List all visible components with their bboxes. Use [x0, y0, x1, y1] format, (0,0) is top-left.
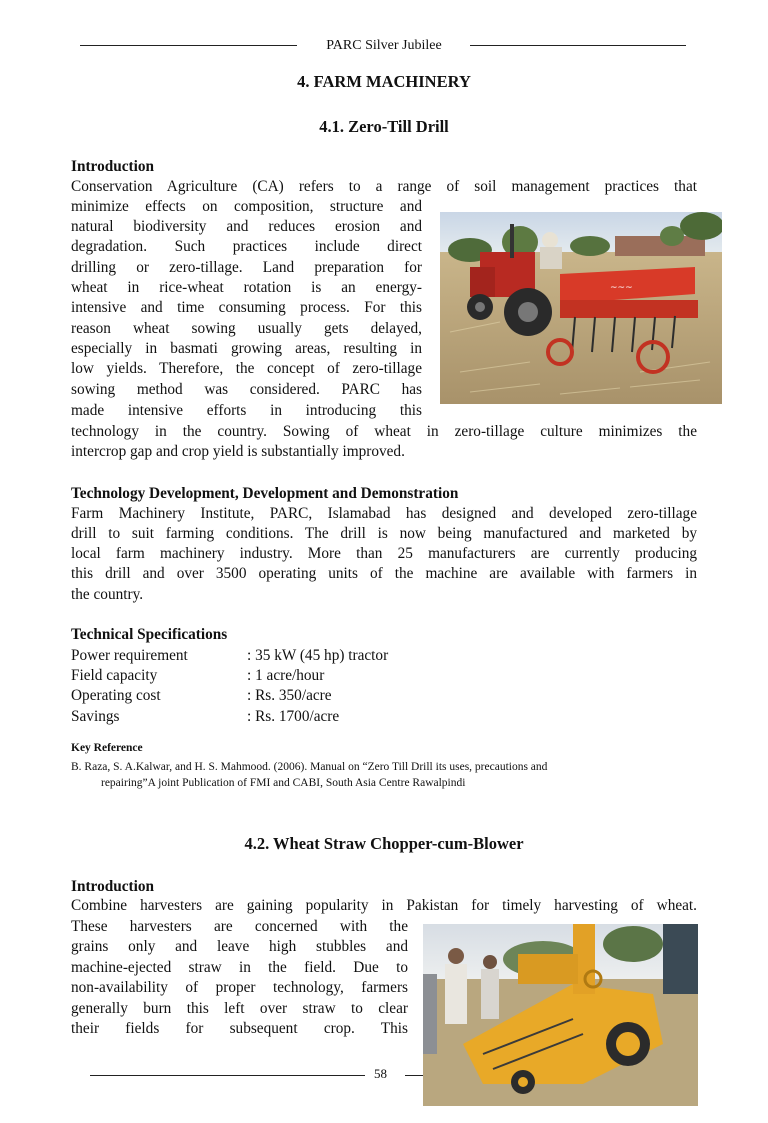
text-line: drill to suit farming conditions. The drill is now being manufactured and marketed by: [71, 525, 697, 542]
text-line: degradation. Such practices include direct: [71, 238, 422, 255]
chapter-title: 4. FARM MACHINERY: [297, 72, 471, 91]
text-line: drilling or zero-tillage. Land preparation for: [71, 259, 422, 276]
text-line: wheat in rice-wheat rotation is an energy-: [71, 279, 422, 296]
header-rule-right: [470, 45, 686, 46]
text-line: natural biodiversity and reduces erosion and: [71, 218, 422, 235]
text-line: Combine harvesters are gaining popularity in Pakistan for timely harvesting of wheat.: [71, 897, 697, 914]
key-reference-heading: Key Reference: [71, 742, 143, 754]
text-line: low yields. Therefore, the concept of zero-tillage: [71, 360, 422, 377]
spec-row-capacity: [71, 666, 324, 686]
text-line: These harvesters are concerned with the: [71, 918, 408, 935]
text-line: minimize effects on composition, structure and: [71, 198, 422, 215]
reference-line: B. Raza, S. A.Kalwar, and H. S. Mahmood. (2006). Manual on “Zero Till Drill its uses, precautions and: [71, 761, 548, 773]
spec-value: : Rs. 1700/acre: [247, 708, 340, 725]
spec-value: : 35 kW (45 hp) tractor: [247, 647, 389, 664]
spec-value: : Rs. 350/acre: [247, 687, 332, 704]
intro-heading-2: Introduction: [71, 878, 155, 895]
text-line: their fields for subsequent crop. This: [71, 1020, 408, 1037]
footer-rule-right: [405, 1075, 423, 1076]
spec-row-cost: [71, 686, 332, 706]
running-header: PARC Silver Jubilee: [326, 38, 442, 53]
text-line: Conservation Agriculture (CA) refers to a range of soil management practices that: [71, 178, 697, 195]
text-line: local farm machinery industry. More than 25 manufacturers are currently producing: [71, 545, 697, 562]
straw-chopper-image: [423, 924, 698, 1106]
text-line: grains only and leave high stubbles and: [71, 938, 408, 955]
section-title-straw-chopper: 4.2. Wheat Straw Chopper-cum-Blower: [244, 834, 524, 853]
straw-chopper-photo: [423, 924, 698, 1106]
intro-heading: Introduction: [71, 158, 155, 175]
spec-row-savings: [71, 707, 339, 727]
spec-row-power: [71, 646, 388, 666]
key-reference: [71, 759, 691, 791]
spec-label: Operating cost: [71, 687, 161, 704]
tractor-drill-image: [440, 212, 722, 404]
spec-heading: Technical Specifications: [71, 626, 228, 643]
text-line: technology in the country. Sowing of wheat in zero-tillage culture minimizes the: [71, 423, 697, 440]
svg-text:~~~: ~~~: [610, 283, 633, 293]
text-line: intensive and time consuming process. For this: [71, 299, 422, 316]
text-line: the country.: [71, 586, 144, 603]
tech-heading: Technology Development, Development and Demonstration: [71, 485, 459, 502]
zero-till-drill-photo: [440, 212, 722, 404]
reference-line: repairing”A joint Publication of FMI and CABI, South Asia Centre Rawalpindi: [101, 777, 466, 789]
text-line: generally burn this left over straw to clear: [71, 1000, 408, 1017]
text-line: made intensive efforts in introducing this: [71, 402, 422, 419]
page-number: 58: [374, 1066, 387, 1081]
spec-label: Power requirement: [71, 647, 188, 664]
text-line: reason wheat sowing usually gets delayed,: [71, 320, 422, 337]
text-line: sowing method was considered. PARC has: [71, 381, 422, 398]
spec-label: Field capacity: [71, 667, 158, 684]
text-line: Farm Machinery Institute, PARC, Islamabad has designed and developed zero-tillage: [71, 505, 697, 522]
section-title-zero-till: 4.1. Zero-Till Drill: [319, 117, 449, 136]
footer-rule-left: [90, 1075, 365, 1076]
text-line: machine-ejected straw in the field. Due to: [71, 959, 408, 976]
text-line: intercrop gap and crop yield is substantially improved.: [71, 443, 405, 460]
spec-value: : 1 acre/hour: [247, 667, 325, 684]
text-line: this drill and over 3500 operating units of the machine are available with farmers in: [71, 565, 697, 582]
text-line: non-availability of proper technology, farmers: [71, 979, 408, 996]
spec-label: Savings: [71, 708, 120, 725]
text-line: especially in basmati growing areas, resulting in: [71, 340, 422, 357]
